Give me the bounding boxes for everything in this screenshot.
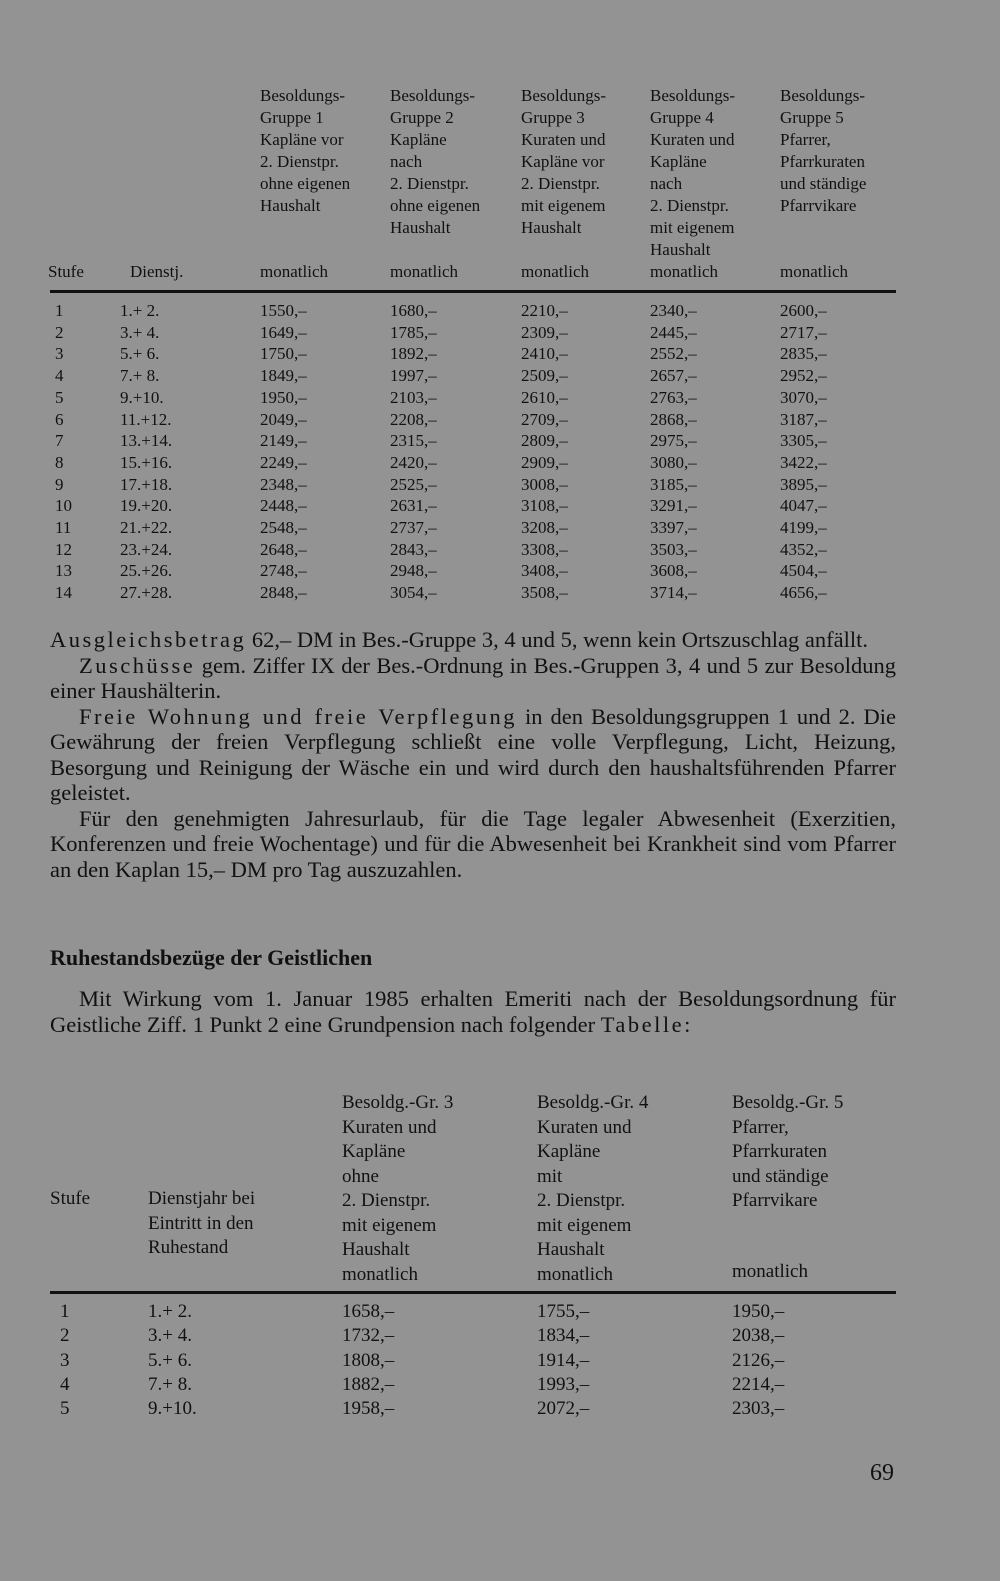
- group-5-header: Besoldungs- Gruppe 5 Pfarrer, Pfarrkuraten und ständige Pfarrvikare: [780, 86, 867, 215]
- amount-cell: 3108,–: [521, 496, 568, 516]
- table-row: [0, 560, 1000, 582]
- stufe-cell: 9: [55, 474, 64, 494]
- paragraph-ausgleichsbetrag: Ausgleichsbetrag 62,– DM in Bes.-Gruppe 3, 4 und 5, wenn kein Ortszuschlag anfällt.: [50, 627, 868, 652]
- dienstj-cell: 15.+16.: [120, 452, 173, 472]
- amount-cell: 2340,–: [650, 301, 697, 320]
- table-row: [0, 365, 1000, 387]
- monatlich-label: monatlich: [390, 262, 458, 281]
- amount-cell: 4656,–: [780, 583, 827, 603]
- amount-cell: 1750,–: [260, 344, 307, 364]
- stufe-cell: 3: [60, 1349, 70, 1371]
- amount-cell: 2249,–: [260, 452, 307, 472]
- amount-cell: 1882,–: [342, 1373, 395, 1395]
- table-row: [0, 300, 1000, 322]
- monatlich-label: monatlich: [732, 1261, 808, 1282]
- dienstj-cell: 27.+28.: [120, 583, 173, 603]
- group-3-header: Besoldungs- Gruppe 3 Kuraten und Kapläne vor 2. Dienstpr. mit eigenem Haushalt: [521, 86, 606, 237]
- monatlich-label: monatlich: [521, 262, 589, 281]
- amount-cell: 2648,–: [260, 539, 307, 559]
- stufe-cell: 10: [55, 496, 72, 516]
- amount-cell: 3422,–: [780, 452, 827, 472]
- stufe-cell: 4: [60, 1373, 70, 1395]
- amount-cell: 3070,–: [780, 387, 827, 407]
- amount-cell: 2072,–: [537, 1398, 590, 1420]
- dienstj-cell: 25.+26.: [120, 561, 173, 581]
- pension-group-4-header: Besoldg.-Gr. 4 Kuraten und Kapläne mit 2. Dienstpr. mit eigenem Haushalt monatlich: [537, 1092, 649, 1285]
- amount-cell: 3080,–: [650, 452, 697, 472]
- amount-cell: 2315,–: [390, 431, 437, 451]
- stufe-cell: 11: [55, 518, 72, 537]
- amount-cell: 1550,–: [260, 301, 307, 320]
- amount-cell: 2610,–: [521, 387, 568, 407]
- amount-cell: 2509,–: [521, 366, 568, 386]
- amount-cell: 2410,–: [521, 344, 568, 364]
- amount-cell: 3308,–: [521, 539, 568, 559]
- amount-cell: 3185,–: [650, 474, 697, 494]
- table-row: [0, 1324, 1000, 1348]
- dienstj-cell: 5.+ 6.: [120, 344, 160, 364]
- amount-cell: 2631,–: [390, 496, 437, 516]
- group-1-header: Besoldungs- Gruppe 1 Kapläne vor 2. Dienstpr. ohne eigenen Haushalt: [260, 86, 351, 215]
- amount-cell: 3208,–: [521, 518, 568, 537]
- amount-cell: 1808,–: [342, 1349, 395, 1371]
- dienstj-cell: 17.+18.: [120, 474, 173, 494]
- dienstj-cell: 1.+ 2.: [120, 301, 160, 320]
- dienstj-header: Dienstj.: [130, 262, 184, 281]
- amount-cell: 1849,–: [260, 366, 307, 386]
- stufe-cell: 12: [55, 539, 72, 559]
- stufe-cell: 7: [55, 431, 64, 451]
- table-row: [0, 387, 1000, 409]
- amount-cell: 2309,–: [521, 322, 568, 342]
- amount-cell: 1785,–: [390, 322, 437, 342]
- table-row: [0, 409, 1000, 431]
- group-2-header: Besoldungs- Gruppe 2 Kapläne nach 2. Dienstpr. ohne eigenen Haushalt: [390, 86, 481, 237]
- amount-cell: 1993,–: [537, 1373, 590, 1395]
- amount-cell: 2548,–: [260, 518, 307, 537]
- dienstjahr-cell: 7.+ 8.: [148, 1373, 192, 1395]
- amount-cell: 2763,–: [650, 387, 697, 407]
- table-row: [0, 539, 1000, 561]
- stufe-cell: 5: [55, 387, 64, 407]
- amount-cell: 1914,–: [537, 1349, 590, 1371]
- amount-cell: 2049,–: [260, 409, 307, 429]
- amount-cell: 2038,–: [732, 1325, 785, 1347]
- amount-cell: 3714,–: [650, 583, 697, 603]
- table-row: [0, 582, 1000, 604]
- table-row: [0, 343, 1000, 365]
- amount-cell: 4199,–: [780, 518, 827, 537]
- amount-cell: 3187,–: [780, 409, 827, 429]
- monatlich-label: monatlich: [780, 262, 848, 281]
- amount-cell: 1997,–: [390, 366, 437, 386]
- amount-cell: 2717,–: [780, 322, 827, 342]
- amount-cell: 2809,–: [521, 431, 568, 451]
- amount-cell: 1732,–: [342, 1325, 395, 1347]
- table-row: [0, 1397, 1000, 1421]
- amount-cell: 3054,–: [390, 583, 437, 603]
- monatlich-label: monatlich: [260, 262, 328, 281]
- dienstj-cell: 13.+14.: [120, 431, 173, 451]
- amount-cell: 2208,–: [390, 409, 437, 429]
- amount-cell: 1950,–: [732, 1301, 785, 1322]
- amount-cell: 2748,–: [260, 561, 307, 581]
- table-row: [0, 1349, 1000, 1373]
- amount-cell: 1892,–: [390, 344, 437, 364]
- amount-cell: 1834,–: [537, 1325, 590, 1347]
- amount-cell: 2709,–: [521, 409, 568, 429]
- table-row: [0, 452, 1000, 474]
- amount-cell: 1950,–: [260, 387, 307, 407]
- stufe-cell: 1: [55, 301, 64, 320]
- amount-cell: 3508,–: [521, 583, 568, 603]
- pension-group-3-header: Besoldg.-Gr. 3 Kuraten und Kapläne ohne 2. Dienstpr. mit eigenem Haushalt monatlich: [342, 1092, 454, 1285]
- header-rule: [50, 1291, 896, 1294]
- amount-cell: 2214,–: [732, 1373, 785, 1395]
- amount-cell: 3291,–: [650, 496, 697, 516]
- amount-cell: 2737,–: [390, 518, 437, 537]
- header-rule: [50, 290, 896, 293]
- amount-cell: 3305,–: [780, 431, 827, 451]
- amount-cell: 3503,–: [650, 539, 697, 559]
- amount-cell: 2952,–: [780, 366, 827, 386]
- dienstj-cell: 3.+ 4.: [120, 322, 160, 342]
- amount-cell: 4352,–: [780, 539, 827, 559]
- amount-cell: 2848,–: [260, 583, 307, 603]
- amount-cell: 2843,–: [390, 539, 437, 559]
- table-row: [0, 474, 1000, 496]
- table-row: [0, 430, 1000, 452]
- dienstj-cell: 11.+12.: [120, 409, 172, 429]
- amount-cell: 3397,–: [650, 518, 697, 537]
- stufe-header: Stufe: [48, 262, 84, 281]
- table-row: [0, 1373, 1000, 1397]
- monatlich-label: monatlich: [650, 262, 718, 281]
- amount-cell: 3408,–: [521, 561, 568, 581]
- section-heading: Ruhestandsbezüge der Geistlichen: [50, 945, 373, 970]
- amount-cell: 3895,–: [780, 474, 827, 494]
- amount-cell: 1958,–: [342, 1398, 395, 1420]
- stufe-cell: 6: [55, 409, 64, 429]
- stufe-cell: 5: [60, 1398, 70, 1420]
- amount-cell: 1649,–: [260, 322, 307, 342]
- table-row: [0, 1300, 1000, 1324]
- table-row: [0, 517, 1000, 539]
- amount-cell: 2126,–: [732, 1349, 785, 1371]
- stufe-header: Stufe: [50, 1188, 91, 1209]
- dienstj-cell: 7.+ 8.: [120, 366, 160, 386]
- stufe-cell: 4: [55, 366, 64, 386]
- amount-cell: 2420,–: [390, 452, 437, 472]
- section-intro: Mit Wirkung vom 1. Januar 1985 erhalten Emeriti nach der Besoldungsordnung für Geistliche Ziff. 1 Punkt 2 eine Grundpension nach folgender Tabelle:: [50, 986, 896, 1037]
- amount-cell: 1680,–: [390, 301, 437, 320]
- stufe-cell: 1: [60, 1301, 70, 1322]
- amount-cell: 2303,–: [732, 1398, 785, 1420]
- dienstjahr-cell: 9.+10.: [148, 1398, 197, 1420]
- stufe-cell: 2: [55, 322, 64, 342]
- stufe-cell: 2: [60, 1325, 70, 1347]
- amount-cell: 2657,–: [650, 366, 697, 386]
- page-number: 69: [870, 1460, 894, 1486]
- amount-cell: 4504,–: [780, 561, 827, 581]
- amount-cell: 2210,–: [521, 301, 568, 320]
- amount-cell: 2149,–: [260, 431, 307, 451]
- amount-cell: 2103,–: [390, 387, 437, 407]
- amount-cell: 2948,–: [390, 561, 437, 581]
- stufe-cell: 14: [55, 583, 72, 603]
- amount-cell: 2868,–: [650, 409, 697, 429]
- dienstjahr-cell: 5.+ 6.: [148, 1349, 192, 1371]
- amount-cell: 2348,–: [260, 474, 307, 494]
- amount-cell: 2975,–: [650, 431, 697, 451]
- stufe-cell: 8: [55, 452, 64, 472]
- amount-cell: 1755,–: [537, 1301, 590, 1322]
- dienstjahr-cell: 3.+ 4.: [148, 1325, 192, 1347]
- amount-cell: 3008,–: [521, 474, 568, 494]
- dienstj-cell: 9.+10.: [120, 387, 164, 407]
- stufe-cell: 3: [55, 344, 64, 364]
- group-4-header: Besoldungs- Gruppe 4 Kuraten und Kapläne nach 2. Dienstpr. mit eigenem Haushalt: [650, 86, 735, 259]
- dienstjahr-cell: 1.+ 2.: [148, 1301, 192, 1322]
- table-row: [0, 322, 1000, 344]
- dienstj-cell: 19.+20.: [120, 496, 173, 516]
- amount-cell: 2835,–: [780, 344, 827, 364]
- paragraph-freie-wohnung: Freie Wohnung und freie Verpflegung in den Besoldungsgruppen 1 und 2. Die Gewährung der freien Verpflegung schließt eine volle Verpflegung, Licht, Heizung, Besorgung und Reinigung der Wäsche ein und wird durch den haushaltsführenden Pfarrer geleistet.: [50, 703, 896, 805]
- dienstj-cell: 23.+24.: [120, 539, 173, 559]
- dienstjahr-header: Dienstjahr bei Eintritt in den Ruhestand: [148, 1188, 256, 1258]
- amount-cell: 2909,–: [521, 452, 568, 472]
- notes-block: [50, 627, 896, 882]
- paragraph-jahresurlaub: Für den genehmigten Jahresurlaub, für die Tage legaler Abwesenheit (Exerzitien, Konferenzen und freie Wochentage) und für die Abwesenheit bei Krankheit sind vom Pfarrer an den Kaplan 15,– DM pro Tag auszuzahlen.: [50, 805, 896, 882]
- amount-cell: 2445,–: [650, 322, 697, 342]
- pension-group-5-header: Besoldg.-Gr. 5 Pfarrer, Pfarrkuraten und ständige Pfarrvikare: [732, 1092, 844, 1211]
- amount-cell: 3608,–: [650, 561, 697, 581]
- amount-cell: 2552,–: [650, 344, 697, 364]
- amount-cell: 4047,–: [780, 496, 827, 516]
- amount-cell: 1658,–: [342, 1301, 395, 1322]
- dienstj-cell: 21.+22.: [120, 518, 173, 537]
- paragraph-zuschuesse: Zuschüsse gem. Ziffer IX der Bes.-Ordnung in Bes.-Gruppen 3, 4 und 5 zur Besoldung einer Haushälterin.: [50, 652, 896, 703]
- amount-cell: 2600,–: [780, 301, 827, 320]
- amount-cell: 2448,–: [260, 496, 307, 516]
- stufe-cell: 13: [55, 561, 72, 581]
- amount-cell: 2525,–: [390, 474, 437, 494]
- table-row: [0, 495, 1000, 517]
